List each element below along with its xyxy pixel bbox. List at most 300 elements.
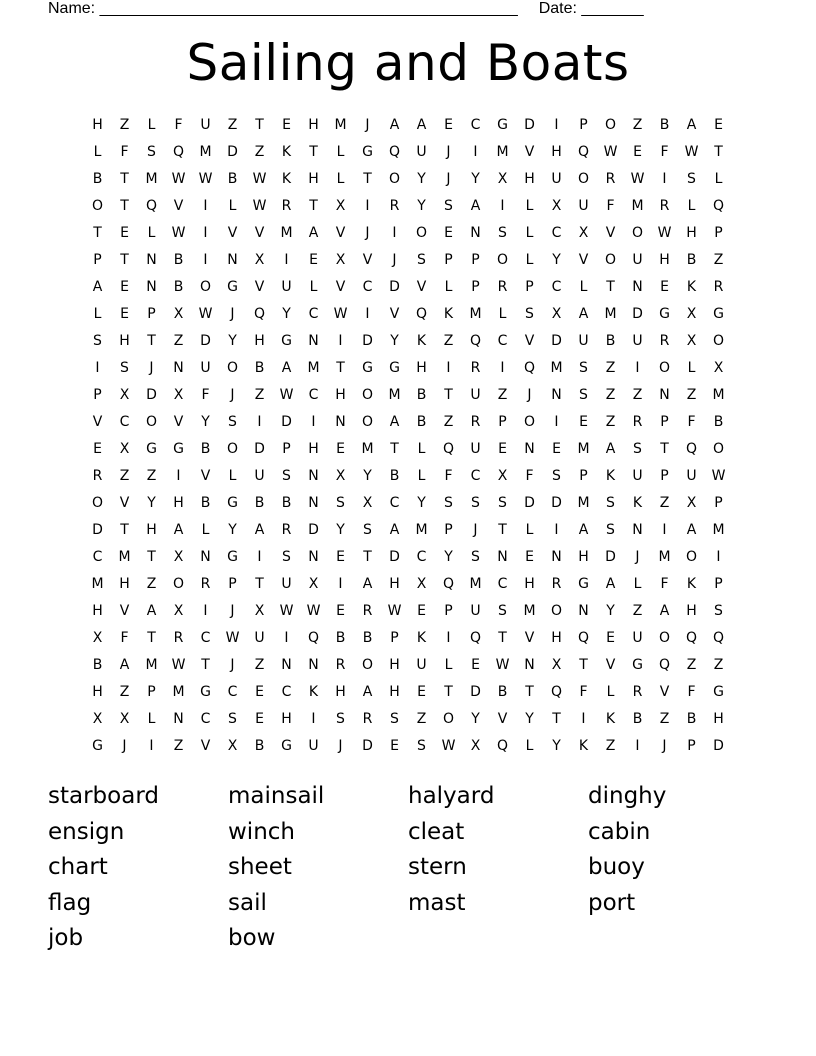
grid-letter: B xyxy=(92,657,103,673)
grid-letter: I xyxy=(716,549,721,565)
grid-letter: H xyxy=(578,549,589,565)
grid-letter: H xyxy=(254,333,265,349)
grid-letter: Q xyxy=(658,657,671,673)
grid-letter: E xyxy=(552,441,561,457)
grid-letter: G xyxy=(227,495,238,511)
grid-letter: S xyxy=(471,549,480,565)
grid-letter: D xyxy=(389,279,400,295)
grid-letter: V xyxy=(524,144,535,160)
grid-letter: I xyxy=(554,414,559,430)
grid-letter: T xyxy=(93,225,102,241)
grid-letter: Y xyxy=(147,495,156,511)
grid-letter: P xyxy=(660,414,669,430)
grid-letter: Y xyxy=(282,306,291,322)
grid-letter: T xyxy=(498,630,507,646)
grid-letter: D xyxy=(389,549,400,565)
grid-letter: N xyxy=(578,603,589,619)
grid-letter: P xyxy=(147,306,156,322)
grid-letter: L xyxy=(687,198,696,214)
grid-letter: J xyxy=(365,225,370,241)
grid-letter: I xyxy=(257,549,262,565)
grid-letter: S xyxy=(93,333,102,349)
grid-letter: Y xyxy=(336,522,345,538)
grid-letter: L xyxy=(147,711,156,727)
grid-letter: V xyxy=(200,468,211,484)
grid-letter: W xyxy=(171,225,186,241)
grid-letter: S xyxy=(552,468,561,484)
grid-letter: R xyxy=(632,684,643,700)
grid-letter: B xyxy=(173,252,184,268)
grid-letter: A xyxy=(389,414,400,430)
grid-letter: R xyxy=(173,630,184,646)
grid-letter: T xyxy=(147,630,156,646)
grid-letter: N xyxy=(524,441,535,457)
grid-letter: E xyxy=(336,603,345,619)
grid-letter: X xyxy=(416,576,427,592)
grid-letter: T xyxy=(363,171,372,187)
grid-letter: O xyxy=(361,387,374,403)
grid-letter: V xyxy=(605,657,616,673)
grid-letter: G xyxy=(659,306,670,322)
grid-letter: Z xyxy=(443,333,454,349)
name-field-label: Name: _______________________________________________ xyxy=(48,0,518,17)
grid-letter: W xyxy=(630,171,645,187)
grid-letter: C xyxy=(497,576,508,592)
grid-letter: U xyxy=(578,198,589,214)
grid-letter: Z xyxy=(254,657,265,673)
grid-letter: K xyxy=(605,468,616,484)
grid-letter: N xyxy=(281,657,292,673)
grid-letter: Y xyxy=(201,414,210,430)
grid-letter: X xyxy=(686,495,697,511)
grid-letter: I xyxy=(554,117,559,133)
word-bank-item: winch xyxy=(228,818,296,845)
grid-letter: J xyxy=(122,738,127,754)
grid-letter: N xyxy=(308,495,319,511)
grid-letter: S xyxy=(417,738,426,754)
grid-letter: Z xyxy=(119,117,130,133)
grid-letter: I xyxy=(311,711,316,727)
grid-letter: S xyxy=(147,144,156,160)
grid-letter: S xyxy=(498,603,507,619)
grid-letter: R xyxy=(659,198,670,214)
grid-letter: C xyxy=(389,495,400,511)
grid-letter: V xyxy=(389,306,400,322)
grid-letter: C xyxy=(470,117,481,133)
grid-letter: U xyxy=(416,144,427,160)
grid-letter: T xyxy=(363,549,372,565)
grid-letter: X xyxy=(470,738,481,754)
grid-letter: R xyxy=(362,603,373,619)
grid-letter: H xyxy=(308,441,319,457)
grid-letter: P xyxy=(444,603,453,619)
word-bank-item: buoy xyxy=(588,854,645,880)
grid-letter: H xyxy=(281,711,292,727)
grid-letter: X xyxy=(254,252,265,268)
grid-letter: Q xyxy=(550,684,563,700)
grid-letter: B xyxy=(686,252,697,268)
grid-letter: A xyxy=(254,522,265,538)
grid-letter: I xyxy=(203,603,208,619)
grid-letter: K xyxy=(632,495,643,511)
word-bank-item: cabin xyxy=(588,818,651,845)
grid-letter: A xyxy=(389,522,400,538)
grid-letter: O xyxy=(415,225,428,241)
grid-letter: U xyxy=(308,738,319,754)
grid-letter: Q xyxy=(388,144,401,160)
grid-letter: Y xyxy=(417,495,426,511)
grid-letter: V xyxy=(524,333,535,349)
grid-letter: U xyxy=(281,576,292,592)
grid-letter: L xyxy=(147,117,156,133)
grid-letter: N xyxy=(173,711,184,727)
grid-letter: N xyxy=(632,279,643,295)
grid-letter: W xyxy=(279,387,294,403)
grid-letter: I xyxy=(311,414,316,430)
date-field-label: Date: _______ xyxy=(538,0,644,17)
grid-letter: X xyxy=(92,630,103,646)
grid-letter: G xyxy=(389,360,400,376)
grid-letter: A xyxy=(659,603,670,619)
grid-letter: X xyxy=(362,495,373,511)
grid-letter: J xyxy=(230,387,235,403)
word-bank-item: sheet xyxy=(228,854,292,880)
grid-letter: B xyxy=(254,360,265,376)
grid-letter: W xyxy=(495,657,510,673)
grid-letter: Y xyxy=(228,522,237,538)
grid-letter: X xyxy=(335,198,346,214)
grid-letter: E xyxy=(255,684,264,700)
grid-letter: L xyxy=(309,279,318,295)
grid-letter: M xyxy=(199,144,212,160)
grid-letter: T xyxy=(444,684,453,700)
grid-letter: V xyxy=(578,252,589,268)
grid-letter: L xyxy=(147,225,156,241)
grid-letter: C xyxy=(308,387,319,403)
grid-letter: J xyxy=(230,603,235,619)
grid-letter: M xyxy=(550,360,563,376)
grid-letter: J xyxy=(446,144,451,160)
grid-letter: H xyxy=(416,360,427,376)
grid-letter: W xyxy=(441,738,456,754)
grid-letter: N xyxy=(551,549,562,565)
grid-letter: G xyxy=(713,684,724,700)
grid-letter: I xyxy=(446,360,451,376)
grid-letter: O xyxy=(631,225,644,241)
grid-letter: I xyxy=(635,738,640,754)
grid-letter: J xyxy=(446,171,451,187)
word-bank-item: bow xyxy=(228,925,276,951)
grid-letter: E xyxy=(309,252,318,268)
grid-letter: I xyxy=(500,360,505,376)
grid-letter: H xyxy=(713,711,724,727)
grid-letter: Q xyxy=(712,630,725,646)
grid-letter: N xyxy=(632,522,643,538)
grid-letter: O xyxy=(91,198,104,214)
grid-letter: Z xyxy=(416,711,427,727)
grid-letter: B xyxy=(632,711,643,727)
grid-letter: G xyxy=(713,306,724,322)
grid-letter: E xyxy=(579,414,588,430)
grid-letter: X xyxy=(308,576,319,592)
grid-letter: I xyxy=(446,630,451,646)
grid-letter: D xyxy=(92,522,103,538)
grid-letter: H xyxy=(308,117,319,133)
grid-letter: Z xyxy=(605,414,616,430)
grid-letter: L xyxy=(606,684,615,700)
grid-letter: F xyxy=(687,684,696,700)
grid-letter: S xyxy=(120,360,129,376)
grid-letter: I xyxy=(203,225,208,241)
grid-letter: F xyxy=(525,468,534,484)
word-bank-item: sail xyxy=(228,889,267,916)
grid-letter: N xyxy=(146,252,157,268)
grid-letter: Y xyxy=(417,198,426,214)
grid-letter: T xyxy=(120,522,129,538)
grid-letter: Q xyxy=(415,306,428,322)
grid-letter: E xyxy=(660,279,669,295)
grid-letter: Y xyxy=(417,171,426,187)
grid-letter: J xyxy=(662,738,667,754)
grid-letter: N xyxy=(335,414,346,430)
grid-letter: H xyxy=(92,603,103,619)
grid-letter: M xyxy=(172,684,185,700)
grid-letter: Z xyxy=(119,468,130,484)
grid-letter: R xyxy=(470,360,481,376)
grid-letter: P xyxy=(498,414,507,430)
grid-letter: M xyxy=(523,603,536,619)
grid-letter: K xyxy=(578,738,589,754)
grid-letter: W xyxy=(684,144,699,160)
grid-letter: Z xyxy=(659,495,670,511)
grid-letter: Y xyxy=(525,711,534,727)
word-bank-item: dinghy xyxy=(588,783,667,809)
grid-letter: Z xyxy=(146,468,157,484)
grid-letter: J xyxy=(365,117,370,133)
grid-letter: U xyxy=(281,279,292,295)
grid-letter: H xyxy=(686,225,697,241)
grid-letter: V xyxy=(227,225,238,241)
grid-letter: L xyxy=(336,144,345,160)
grid-letter: N xyxy=(200,549,211,565)
grid-letter: E xyxy=(498,441,507,457)
word-bank-item: job xyxy=(48,925,84,951)
word-bank-item: flag xyxy=(48,889,92,916)
grid-letter: H xyxy=(119,333,130,349)
grid-letter: S xyxy=(579,360,588,376)
grid-letter: C xyxy=(551,225,562,241)
grid-letter: L xyxy=(417,468,426,484)
grid-letter: A xyxy=(470,198,481,214)
grid-letter: P xyxy=(714,495,723,511)
grid-letter: B xyxy=(659,117,670,133)
grid-letter: X xyxy=(254,603,265,619)
grid-letter: L xyxy=(444,657,453,673)
grid-letter: E xyxy=(606,630,615,646)
grid-letter: O xyxy=(199,279,212,295)
grid-letter: D xyxy=(632,306,643,322)
grid-letter: U xyxy=(632,468,643,484)
grid-letter: Z xyxy=(659,711,670,727)
grid-letter: A xyxy=(362,684,373,700)
word-bank-item: mainsail xyxy=(228,783,325,809)
grid-letter: O xyxy=(712,333,725,349)
grid-letter: B xyxy=(335,630,346,646)
grid-letter: S xyxy=(525,306,534,322)
grid-letter: S xyxy=(336,711,345,727)
grid-letter: F xyxy=(660,576,669,592)
grid-letter: E xyxy=(120,225,129,241)
grid-letter: T xyxy=(525,684,534,700)
grid-letter: Q xyxy=(172,144,185,160)
grid-letter: D xyxy=(308,522,319,538)
grid-letter: W xyxy=(657,225,672,241)
grid-letter: X xyxy=(335,252,346,268)
grid-letter: B xyxy=(605,333,616,349)
grid-letter: S xyxy=(579,387,588,403)
grid-letter: A xyxy=(362,576,373,592)
grid-letter: Y xyxy=(471,171,480,187)
grid-letter: F xyxy=(120,630,129,646)
grid-letter: R xyxy=(281,522,292,538)
grid-letter: D xyxy=(524,495,535,511)
grid-letter: F xyxy=(174,117,183,133)
grid-letter: L xyxy=(93,144,102,160)
grid-letter: T xyxy=(336,360,345,376)
grid-letter: K xyxy=(686,279,697,295)
grid-letter: T xyxy=(390,441,399,457)
word-bank-item: starboard xyxy=(48,783,159,809)
grid-letter: N xyxy=(308,333,319,349)
grid-letter: Z xyxy=(605,360,616,376)
grid-letter: J xyxy=(635,549,640,565)
grid-letter: X xyxy=(119,711,130,727)
grid-letter: O xyxy=(577,171,590,187)
grid-letter: T xyxy=(120,171,129,187)
grid-letter: U xyxy=(632,630,643,646)
grid-letter: J xyxy=(149,360,154,376)
grid-letter: O xyxy=(145,414,158,430)
grid-letter: F xyxy=(687,414,696,430)
grid-letter: S xyxy=(687,171,696,187)
grid-letter: O xyxy=(91,495,104,511)
grid-letter: L xyxy=(228,468,237,484)
grid-letter: M xyxy=(469,576,482,592)
grid-letter: O xyxy=(685,549,698,565)
grid-letter: D xyxy=(200,333,211,349)
grid-letter: W xyxy=(603,144,618,160)
grid-letter: Z xyxy=(686,657,697,673)
grid-letter: Z xyxy=(497,387,508,403)
grid-letter: L xyxy=(417,441,426,457)
grid-letter: G xyxy=(227,279,238,295)
grid-letter: U xyxy=(632,252,643,268)
grid-letter: L xyxy=(336,171,345,187)
grid-letter: I xyxy=(257,414,262,430)
grid-letter: D xyxy=(281,414,292,430)
grid-letter: B xyxy=(200,495,211,511)
grid-letter: B xyxy=(497,684,508,700)
grid-letter: B xyxy=(227,171,238,187)
grid-letter: V xyxy=(173,198,184,214)
grid-letter: P xyxy=(93,387,102,403)
grid-letter: E xyxy=(390,738,399,754)
grid-letter: Y xyxy=(444,549,453,565)
grid-letter: D xyxy=(254,441,265,457)
grid-letter: Z xyxy=(119,684,130,700)
grid-letter: U xyxy=(551,171,562,187)
grid-letter: Q xyxy=(145,198,158,214)
grid-letter: B xyxy=(254,738,265,754)
grid-letter: X xyxy=(497,468,508,484)
grid-letter: N xyxy=(146,279,157,295)
grid-letter: Y xyxy=(552,252,561,268)
grid-letter: N xyxy=(659,387,670,403)
grid-letter: J xyxy=(527,387,532,403)
grid-letter: E xyxy=(93,441,102,457)
grid-letter: O xyxy=(361,657,374,673)
grid-letter: Z xyxy=(254,144,265,160)
grid-letter: I xyxy=(365,306,370,322)
grid-letter: M xyxy=(118,549,131,565)
grid-letter: A xyxy=(416,117,427,133)
grid-letter: Y xyxy=(390,333,399,349)
grid-letter: A xyxy=(308,225,319,241)
grid-letter: R xyxy=(389,198,400,214)
grid-letter: C xyxy=(416,549,427,565)
grid-letter: N xyxy=(524,657,535,673)
grid-letter: C xyxy=(497,333,508,349)
grid-letter: X xyxy=(227,738,238,754)
grid-letter: Z xyxy=(443,414,454,430)
grid-letter: M xyxy=(307,360,320,376)
grid-letter: L xyxy=(633,576,642,592)
grid-letter: P xyxy=(687,738,696,754)
grid-letter: E xyxy=(120,306,129,322)
grid-letter: G xyxy=(146,441,157,457)
grid-letter: Y xyxy=(228,333,237,349)
grid-letter: I xyxy=(203,198,208,214)
grid-letter: K xyxy=(308,684,319,700)
grid-letter: F xyxy=(201,387,210,403)
page-title: Sailing and Boats xyxy=(186,34,630,92)
grid-letter: E xyxy=(633,144,642,160)
grid-letter: Y xyxy=(471,711,480,727)
grid-letter: D xyxy=(551,333,562,349)
grid-letter: G xyxy=(200,684,211,700)
grid-letter: I xyxy=(662,171,667,187)
grid-letter: I xyxy=(203,252,208,268)
grid-letter: Y xyxy=(363,468,372,484)
grid-letter: R xyxy=(551,576,562,592)
grid-letter: T xyxy=(255,117,264,133)
grid-letter: I xyxy=(284,252,289,268)
grid-letter: Y xyxy=(606,603,615,619)
grid-letter: V xyxy=(524,630,535,646)
grid-letter: O xyxy=(388,171,401,187)
word-bank-item: halyard xyxy=(408,783,495,809)
grid-letter: X xyxy=(686,306,697,322)
grid-letter: K xyxy=(416,333,427,349)
grid-letter: S xyxy=(444,198,453,214)
grid-letter: M xyxy=(658,549,671,565)
name-date-line xyxy=(48,0,644,20)
grid-letter: T xyxy=(606,279,615,295)
grid-letter: L xyxy=(687,360,696,376)
grid-letter: U xyxy=(254,630,265,646)
grid-letter: S xyxy=(390,711,399,727)
grid-letter: Z xyxy=(146,576,157,592)
